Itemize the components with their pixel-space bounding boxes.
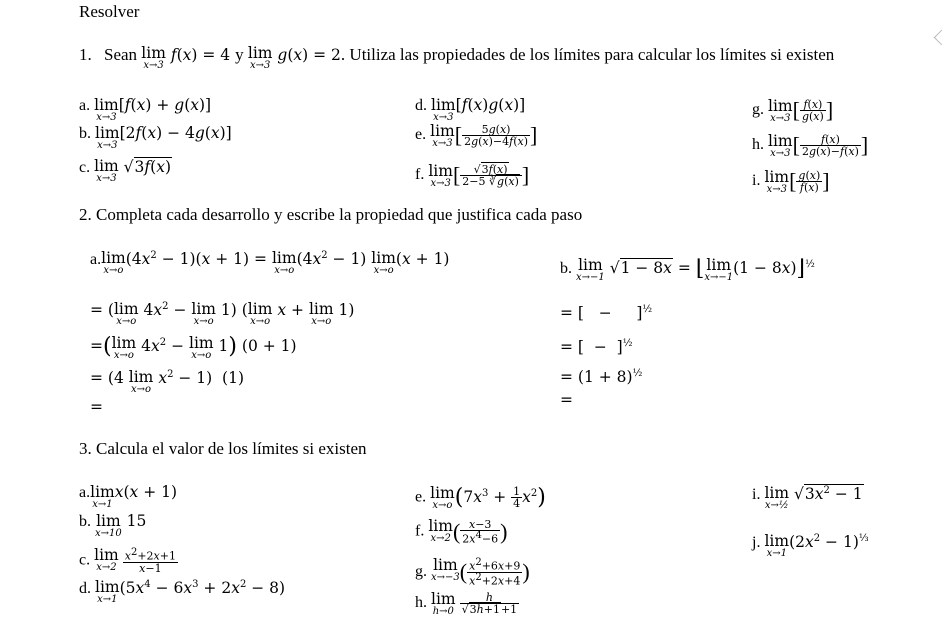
s3-label-a: a. bbox=[79, 484, 91, 501]
s2-a-line3: =( lim x→o $4x^2$ − lim x→o 1) (0 + 1) bbox=[90, 334, 297, 361]
s2-a-line2: = ( lim x→o $4x^2$ − lim x→o 1) ( lim x→o x + lim x→o 1) bbox=[90, 300, 355, 327]
s3-label-c: c. bbox=[79, 551, 91, 569]
s3-label-h: h. bbox=[415, 594, 427, 612]
s3-item-i: i. lim x→½ $√3x^2 - 1$ bbox=[752, 484, 863, 511]
s3-label-i: i. bbox=[752, 486, 761, 504]
chevron-left-icon[interactable] bbox=[934, 30, 949, 46]
s2-b-line5: = bbox=[560, 391, 573, 409]
s3-label-d: d. bbox=[79, 580, 91, 598]
s1-item-c: c. lim x→3 √3f(x) bbox=[79, 157, 172, 184]
s1-label-g: g. bbox=[752, 101, 764, 119]
s3-label-g: g. bbox=[415, 562, 427, 580]
s1-label-b: b. bbox=[79, 125, 91, 142]
s1-label-i: i. bbox=[752, 172, 761, 190]
s3-item-h: h. lim h→0 $\frac{h}{√3h+1+1}$ bbox=[415, 590, 518, 617]
s1-label-d: d. bbox=[415, 97, 427, 114]
s2-b-line1: b. lim x→−1 √1 − 8x = ⌊ lim x→−1 (1 − 8x)⌋$^{\frac{1}{2}}$ bbox=[560, 256, 815, 283]
s1-label-f: f. bbox=[415, 166, 425, 184]
s1-label-c: c. bbox=[79, 159, 91, 176]
s3-item-j: j. lim x→1 $(2x^2 - 1)^{\frac{1}{3}}$ bbox=[752, 532, 869, 559]
s1-sean: Sean bbox=[104, 45, 138, 64]
s1-item-a: a. lim x→3 [f(x) + g(x)] bbox=[79, 96, 212, 123]
s3-item-a: a. lim x→1 x(x + 1) bbox=[79, 483, 178, 510]
s3-label-b: b. bbox=[79, 513, 91, 530]
s1-item-i: i. lim x→3 [ $\frac{g(x)}{f(x)}$ ] bbox=[752, 168, 830, 195]
section-3-heading: 3. Calcula el valor de los límites si existen bbox=[79, 439, 367, 458]
s1-label-e: e. bbox=[415, 126, 427, 144]
s2-a-line1: a. lim x→o $(4x^2 - 1)(x + 1)$ = lim x→o $(4x^2 - 1)$ lim x→o (x + 1) bbox=[90, 249, 450, 276]
s1-y: y bbox=[235, 45, 244, 64]
s3-item-b: b. lim x→10 15 bbox=[79, 512, 147, 539]
s1-instructions: . Utiliza las propiedades de los límites para calcular los límites si existen bbox=[340, 45, 835, 64]
section-1-heading: 1. Sean lim x→3 f(x) = 4 y lim x→3 g(x) = 2. Utiliza las propiedades de los límites para calcular los límites si existen bbox=[79, 44, 835, 71]
s2-a-line5: = bbox=[90, 398, 103, 416]
s3-item-f: f. lim x→2 ( $\frac{x-3}{2x^4-6}$ ) bbox=[415, 517, 508, 546]
limit-given-g: lim x→3 bbox=[247, 44, 273, 71]
s1-item-e: e. lim x→3 [ $\frac{5g(x)}{2g(x)-4f(x)}$ ] bbox=[415, 122, 538, 149]
s1-item-g: g. lim x→3 [ $\frac{f(x)}{g(x)}$ ] bbox=[752, 97, 834, 124]
s3-label-f: f. bbox=[415, 522, 425, 540]
s2-label-a: a. bbox=[90, 251, 102, 269]
s3-label-j: j. bbox=[752, 534, 761, 552]
s1-item-f: f. lim x→3 [ $\frac{√3f(x)}{2-5 ∛g(x)}$ ] bbox=[415, 162, 530, 189]
s2-a-line4: = (4 lim x→o $x^2 - 1$) (1) bbox=[90, 368, 244, 395]
s3-label-e: e. bbox=[415, 488, 427, 506]
s3-item-d: d. lim x→1 $(5x^4 - 6x^3 + 2x^2 - 8)$ bbox=[79, 578, 286, 605]
s1-item-d: d. lim x→3 [f(x)g(x)] bbox=[415, 96, 526, 123]
page-title: Resolver bbox=[79, 2, 140, 21]
limit-given-f: lim x→3 bbox=[141, 44, 166, 71]
section-2-heading: 2. Completa cada desarrollo y escribe la propiedad que justifica cada paso bbox=[79, 205, 583, 224]
s2-b-line3: = [ − ]$^{\frac{1}{2}}$ bbox=[560, 338, 633, 357]
s1-item-h: h. lim x→3 [ $\frac{f(x)}{2g(x)-f(x)}$ ] bbox=[752, 132, 869, 159]
s1-label-a: a. bbox=[79, 97, 91, 114]
s2-b-line4: = $(1 + 8)^{\frac{1}{2}}$ bbox=[560, 368, 643, 387]
s2-b-line2: = [ − ]$^{\frac{1}{2}}$ bbox=[560, 304, 653, 323]
s1-label-h: h. bbox=[752, 136, 764, 154]
s1-item-b: b. lim x→3 [2f(x) − 4g(x)] bbox=[79, 124, 232, 151]
s3-item-g: g. lim x→−3 ( $\frac{x^2+6x+9}{x^2+2x+4}$ ) bbox=[415, 556, 530, 588]
s1-number: 1. bbox=[79, 45, 92, 64]
s2-label-b: b. bbox=[560, 260, 572, 277]
s3-item-e: e. lim x→o ($7x^3$ + $\frac{1}{4}$ $x^2$) bbox=[415, 484, 546, 511]
s3-item-c: c. lim x→2 $\frac{x^2+2x+1}{x-1}$ bbox=[79, 546, 176, 575]
